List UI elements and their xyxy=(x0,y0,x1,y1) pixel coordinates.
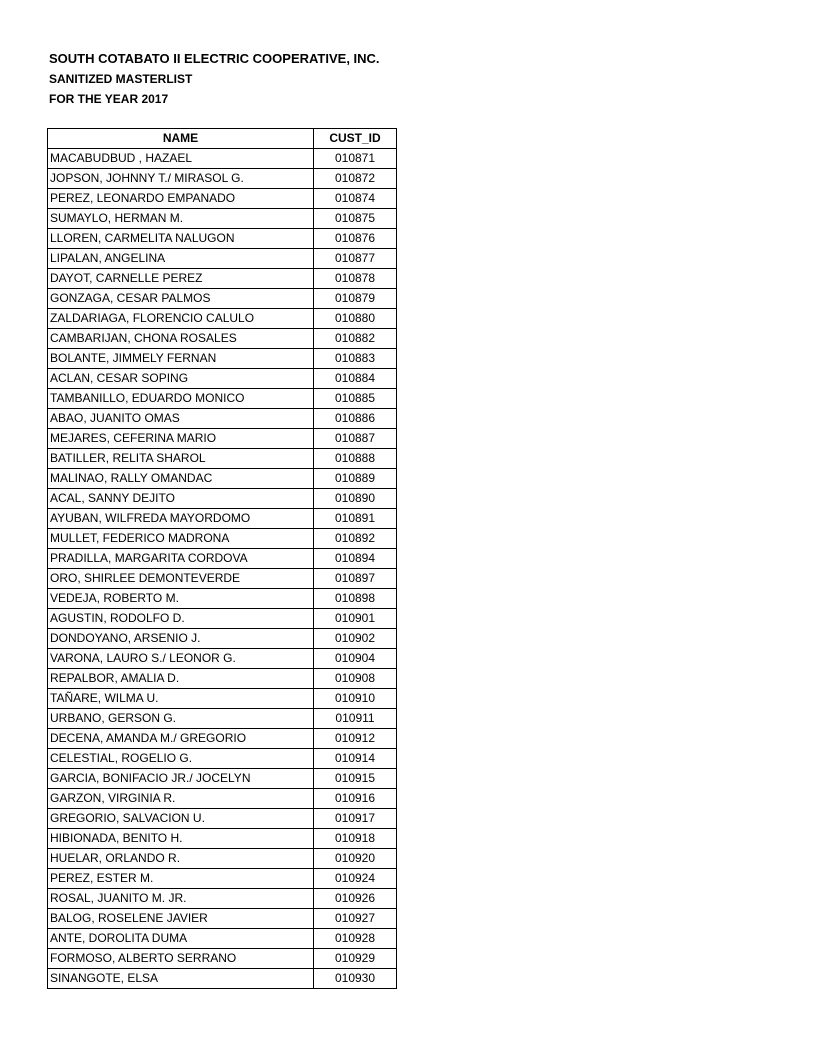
cell-cust-id: 010898 xyxy=(314,589,397,609)
cell-name: GARZON, VIRGINIA R. xyxy=(48,789,314,809)
cell-name: HIBIONADA, BENITO H. xyxy=(48,829,314,849)
table-row xyxy=(48,489,397,509)
cell-name: VARONA, LAURO S./ LEONOR G. xyxy=(48,649,314,669)
cell-name: PEREZ, ESTER M. xyxy=(48,869,314,889)
cell-name: ROSAL, JUANITO M. JR. xyxy=(48,889,314,909)
cell-cust-id: 010910 xyxy=(314,689,397,709)
table-row xyxy=(48,729,397,749)
table-row xyxy=(48,369,397,389)
cell-cust-id: 010872 xyxy=(314,169,397,189)
cell-cust-id: 010871 xyxy=(314,149,397,169)
table-row xyxy=(48,889,397,909)
cell-name: PRADILLA, MARGARITA CORDOVA xyxy=(48,549,314,569)
cell-name: AYUBAN, WILFREDA MAYORDOMO xyxy=(48,509,314,529)
cell-cust-id: 010926 xyxy=(314,889,397,909)
cell-cust-id: 010890 xyxy=(314,489,397,509)
cell-cust-id: 010924 xyxy=(314,869,397,889)
table-row xyxy=(48,469,397,489)
cell-cust-id: 010874 xyxy=(314,189,397,209)
table-row xyxy=(48,289,397,309)
table-row xyxy=(48,529,397,549)
cell-name: MEJARES, CEFERINA MARIO xyxy=(48,429,314,449)
cell-name: DAYOT, CARNELLE PEREZ xyxy=(48,269,314,289)
cell-cust-id: 010892 xyxy=(314,529,397,549)
cell-cust-id: 010879 xyxy=(314,289,397,309)
document-subtitle: SANITIZED MASTERLIST xyxy=(49,72,193,86)
cell-name: FORMOSO, ALBERTO SERRANO xyxy=(48,949,314,969)
table-row xyxy=(48,189,397,209)
cell-cust-id: 010882 xyxy=(314,329,397,349)
cell-name: MACABUDBUD , HAZAEL xyxy=(48,149,314,169)
cell-cust-id: 010920 xyxy=(314,849,397,869)
table-row xyxy=(48,689,397,709)
table-row xyxy=(48,969,397,989)
table-row xyxy=(48,169,397,189)
cell-cust-id: 010885 xyxy=(314,389,397,409)
cell-name: MULLET, FEDERICO MADRONA xyxy=(48,529,314,549)
cell-name: PEREZ, LEONARDO EMPANADO xyxy=(48,189,314,209)
cell-cust-id: 010928 xyxy=(314,929,397,949)
table-body xyxy=(48,149,397,989)
cell-name: ORO, SHIRLEE DEMONTEVERDE xyxy=(48,569,314,589)
cell-cust-id: 010915 xyxy=(314,769,397,789)
cell-name: TAÑARE, WILMA U. xyxy=(48,689,314,709)
cell-cust-id: 010929 xyxy=(314,949,397,969)
table-row xyxy=(48,609,397,629)
cell-cust-id: 010911 xyxy=(314,709,397,729)
table-row xyxy=(48,809,397,829)
cell-cust-id: 010927 xyxy=(314,909,397,929)
table-row xyxy=(48,589,397,609)
cell-name: SUMAYLO, HERMAN M. xyxy=(48,209,314,229)
table-row xyxy=(48,209,397,229)
cell-cust-id: 010914 xyxy=(314,749,397,769)
cell-cust-id: 010917 xyxy=(314,809,397,829)
cell-name: CELESTIAL, ROGELIO G. xyxy=(48,749,314,769)
table-row xyxy=(48,929,397,949)
cell-cust-id: 010889 xyxy=(314,469,397,489)
table-row xyxy=(48,849,397,869)
cell-cust-id: 010884 xyxy=(314,369,397,389)
cell-name: SINANGOTE, ELSA xyxy=(48,969,314,989)
cell-cust-id: 010887 xyxy=(314,429,397,449)
table-row xyxy=(48,709,397,729)
table-row xyxy=(48,329,397,349)
cell-cust-id: 010908 xyxy=(314,669,397,689)
column-header-cust-id: CUST_ID xyxy=(314,129,397,149)
column-header-name: NAME xyxy=(48,129,314,149)
cell-name: ZALDARIAGA, FLORENCIO CALULO xyxy=(48,309,314,329)
cell-name: BATILLER, RELITA SHAROL xyxy=(48,449,314,469)
cell-cust-id: 010901 xyxy=(314,609,397,629)
table-row xyxy=(48,769,397,789)
cell-name: BALOG, ROSELENE JAVIER xyxy=(48,909,314,929)
cell-name: VEDEJA, ROBERTO M. xyxy=(48,589,314,609)
cooperative-title: SOUTH COTABATO II ELECTRIC COOPERATIVE, INC. xyxy=(49,51,380,66)
cell-name: REPALBOR, AMALIA D. xyxy=(48,669,314,689)
table-row xyxy=(48,549,397,569)
table-row xyxy=(48,229,397,249)
cell-cust-id: 010894 xyxy=(314,549,397,569)
cell-name: MALINAO, RALLY OMANDAC xyxy=(48,469,314,489)
cell-name: ACLAN, CESAR SOPING xyxy=(48,369,314,389)
table-row xyxy=(48,349,397,369)
table-row xyxy=(48,949,397,969)
table-row xyxy=(48,429,397,449)
cell-name: DONDOYANO, ARSENIO J. xyxy=(48,629,314,649)
cell-name: CAMBARIJAN, CHONA ROSALES xyxy=(48,329,314,349)
table-row xyxy=(48,149,397,169)
cell-cust-id: 010883 xyxy=(314,349,397,369)
cell-name: TAMBANILLO, EDUARDO MONICO xyxy=(48,389,314,409)
table-row xyxy=(48,269,397,289)
masterlist-table xyxy=(47,128,397,989)
cell-cust-id: 010904 xyxy=(314,649,397,669)
table-row xyxy=(48,869,397,889)
table-row xyxy=(48,829,397,849)
table-row xyxy=(48,629,397,649)
cell-name: JOPSON, JOHNNY T./ MIRASOL G. xyxy=(48,169,314,189)
cell-cust-id: 010878 xyxy=(314,269,397,289)
cell-name: ACAL, SANNY DEJITO xyxy=(48,489,314,509)
table-row xyxy=(48,389,397,409)
cell-name: DECENA, AMANDA M./ GREGORIO xyxy=(48,729,314,749)
cell-name: GREGORIO, SALVACION U. xyxy=(48,809,314,829)
cell-name: LLOREN, CARMELITA NALUGON xyxy=(48,229,314,249)
cell-cust-id: 010886 xyxy=(314,409,397,429)
cell-cust-id: 010918 xyxy=(314,829,397,849)
cell-cust-id: 010877 xyxy=(314,249,397,269)
cell-cust-id: 010891 xyxy=(314,509,397,529)
cell-cust-id: 010876 xyxy=(314,229,397,249)
table-row xyxy=(48,449,397,469)
cell-name: HUELAR, ORLANDO R. xyxy=(48,849,314,869)
cell-cust-id: 010916 xyxy=(314,789,397,809)
cell-name: URBANO, GERSON G. xyxy=(48,709,314,729)
cell-cust-id: 010897 xyxy=(314,569,397,589)
table-row xyxy=(48,569,397,589)
cell-cust-id: 010888 xyxy=(314,449,397,469)
table-row xyxy=(48,669,397,689)
cell-name: ANTE, DOROLITA DUMA xyxy=(48,929,314,949)
table-row xyxy=(48,249,397,269)
table-row xyxy=(48,749,397,769)
table-header-row xyxy=(48,129,397,149)
cell-cust-id: 010902 xyxy=(314,629,397,649)
cell-name: BOLANTE, JIMMELY FERNAN xyxy=(48,349,314,369)
table-row xyxy=(48,909,397,929)
cell-name: ABAO, JUANITO OMAS xyxy=(48,409,314,429)
cell-cust-id: 010875 xyxy=(314,209,397,229)
cell-name: GONZAGA, CESAR PALMOS xyxy=(48,289,314,309)
table-row xyxy=(48,409,397,429)
table-row xyxy=(48,789,397,809)
table-row xyxy=(48,649,397,669)
table-row xyxy=(48,309,397,329)
document-header xyxy=(49,49,380,109)
cell-cust-id: 010912 xyxy=(314,729,397,749)
cell-name: GARCIA, BONIFACIO JR./ JOCELYN xyxy=(48,769,314,789)
cell-name: AGUSTIN, RODOLFO D. xyxy=(48,609,314,629)
cell-cust-id: 010930 xyxy=(314,969,397,989)
cell-name: LIPALAN, ANGELINA xyxy=(48,249,314,269)
cell-cust-id: 010880 xyxy=(314,309,397,329)
table-row xyxy=(48,509,397,529)
year-line: FOR THE YEAR 2017 xyxy=(49,92,169,106)
